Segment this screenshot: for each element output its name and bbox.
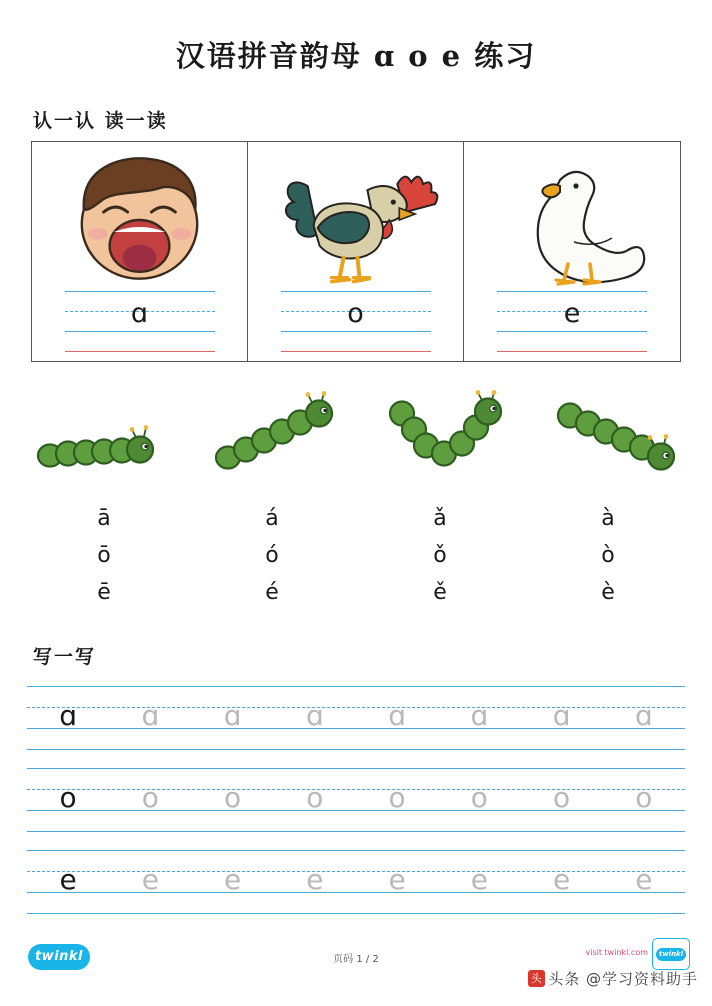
write-letter-trace: e [470,863,488,896]
tone-cell: ǒ [433,543,447,568]
twinkl-badge-label: twinkl [656,948,686,961]
caterpillar-v-shape-icon [382,389,542,474]
tone-cell: ò [601,543,615,568]
tone-cell: ě [433,580,447,605]
caterpillar-falling-icon [550,393,710,478]
writing-row-a [27,686,685,766]
write-letter-trace: e [224,863,242,896]
tone-cell: ǎ [433,506,447,531]
write-letter-trace: o [141,781,159,814]
write-letter-trace: o [470,781,488,814]
tone-cell: ō [97,543,111,568]
tone-cell: á [265,506,279,531]
boy-mouth-open-illustration [32,146,247,291]
card-letter: e [563,298,581,329]
page-title: 汉语拼音韵母 ɑ o e 练习 [175,39,537,73]
twinkl-badge [652,938,690,970]
write-letter-model: e [59,863,77,896]
card-letter: ɑ [130,298,149,329]
watermark-icon: 头 [528,970,545,987]
write-letter-trace: ɑ [634,699,653,732]
watermark [528,968,698,989]
caterpillar-flat-icon [28,409,188,494]
tone-mark-grid [20,500,692,611]
write-letter-trace: o [635,781,653,814]
handwriting-lines [281,291,431,353]
visit-link[interactable]: visit twinkl.com [585,948,648,957]
page-number: 页码 1 / 2 [333,954,379,965]
writing-row-o [27,768,685,848]
rooster-illustration [248,146,463,291]
watermark-text: 头条 @学习资料助手 [548,970,698,988]
write-letter-model: ɑ [59,699,78,732]
write-letter-trace: ɑ [388,699,407,732]
write-letter-trace: e [388,863,406,896]
picture-card [248,142,464,361]
write-letter-trace: ɑ [141,699,160,732]
handwriting-lines [497,291,647,353]
write-letter-trace: o [306,781,324,814]
picture-card-row [31,141,681,362]
tone-cell: è [601,580,615,605]
write-letter-trace: ɑ [552,699,571,732]
tone-cell: à [601,506,615,531]
tone-cell: ó [265,543,279,568]
picture-card [464,142,680,361]
write-letter-trace: o [553,781,571,814]
tone-cell: ā [97,506,111,531]
picture-card [32,142,248,361]
write-letter-trace: o [224,781,242,814]
tone-row-e [20,574,692,611]
write-letter-trace: ɑ [223,699,242,732]
write-letter-trace: o [388,781,406,814]
write-letter-trace: ɑ [305,699,324,732]
write-letter-trace: e [553,863,571,896]
write-letter-trace: ɑ [470,699,489,732]
goose-illustration [464,146,680,291]
card-letter: o [347,298,364,329]
tone-cell: ē [97,580,111,605]
section-heading-write: 写一写 [33,646,97,668]
tone-cell: é [265,580,279,605]
write-letter-model: o [59,781,77,814]
tone-row-a [20,500,692,537]
twinkl-logo: twinkl [28,944,90,970]
section-heading-read: 认一认 读一读 [33,110,168,132]
write-letter-trace: e [635,863,653,896]
tone-mark-worm-row [20,385,692,485]
tone-row-o [20,537,692,574]
write-letter-trace: e [306,863,324,896]
handwriting-lines [65,291,215,353]
caterpillar-rising-icon [206,389,366,474]
write-letter-trace: e [141,863,159,896]
writing-row-e [27,850,685,930]
